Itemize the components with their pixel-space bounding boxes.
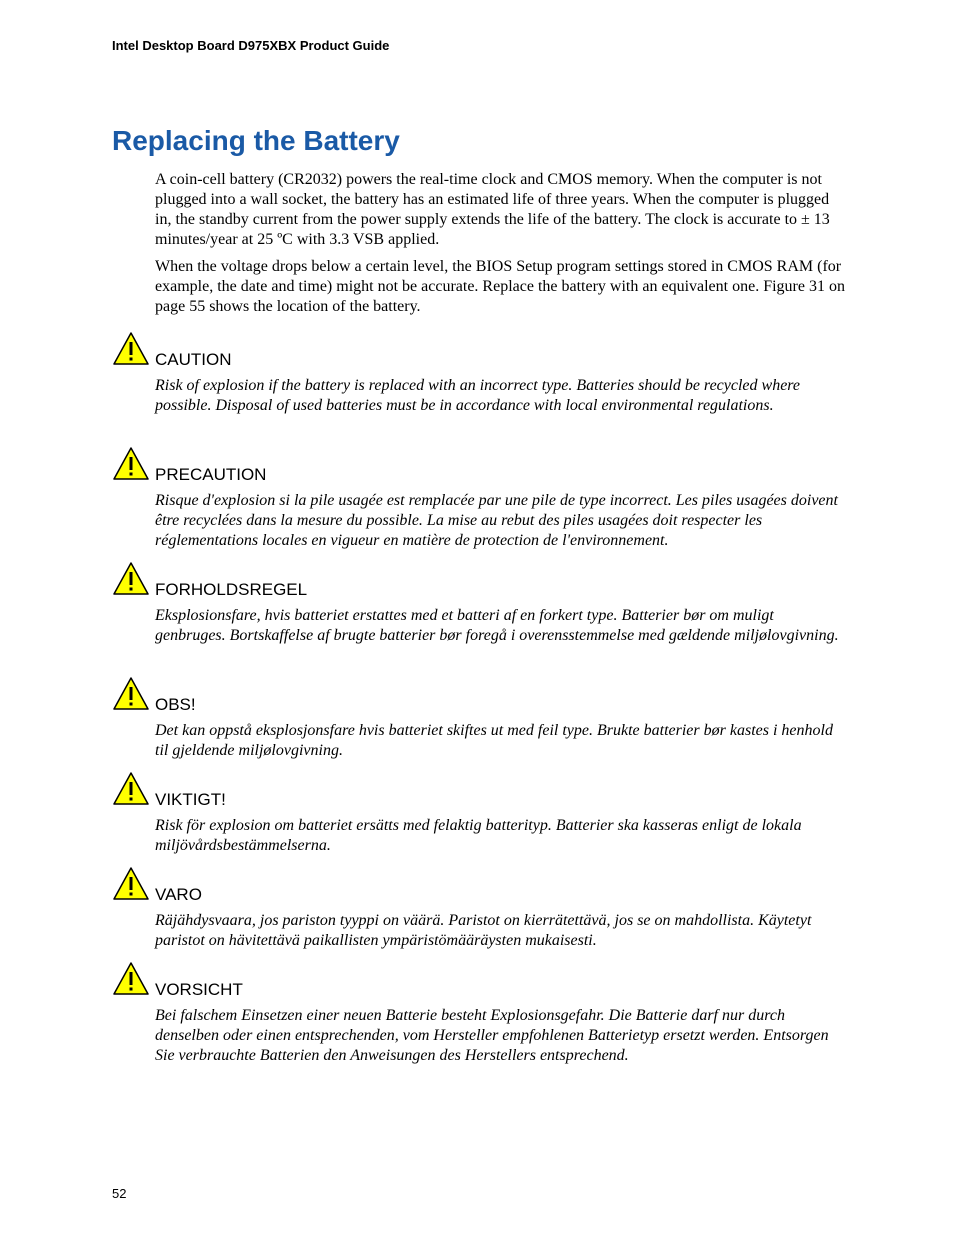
warning-text: Eksplosionsfare, hvis batteriet erstattes med et batteri af en forkert type. Batterier bør om muligt genbruges. Bortskaffelse af brugte batterier bør foregå i overensstemmelse med gældende miljølovgivning.: [155, 607, 839, 644]
warning-triangle-icon: [112, 561, 150, 596]
warning-heading: OBS!: [155, 695, 196, 714]
warning-triangle-icon: [112, 331, 150, 366]
warning-text: Risque d'explosion si la pile usagée est remplacée par une pile de type incorrect. Les piles usagées doivent être recyclées dans la mesure du possible. La mise au rebut des piles usagées doit respecter les réglementations locales en vigueur en matière de protection de l'environnement.: [155, 492, 838, 549]
warning-heading: VARO: [155, 885, 202, 904]
running-header: Intel Desktop Board D975XBX Product Guide: [112, 38, 390, 53]
warning-triangle-icon: [112, 771, 150, 806]
page-number: 52: [112, 1186, 127, 1201]
warning-heading: CAUTION: [155, 350, 232, 369]
warning-heading: FORHOLDSREGEL: [155, 580, 308, 599]
warning-text: Räjähdysvaara, jos pariston tyyppi on väärä. Paristot on kierrätettävä, jos se on mahdollista. Käytetyt paristot on hävitettävä paikallisten ympäristömääräysten mukaisesti.: [155, 912, 812, 949]
warning-triangle-icon: [112, 961, 150, 996]
warning-text: Bei falschem Einsetzen einer neuen Batterie besteht Explosionsgefahr. Die Batterie darf nur durch denselben oder einen entsprechenden, vom Hersteller empfohlenen Batterietyp ersetzt werden. Entsorgen Sie verbrauchte Batterien den Anweisungen des Herstellers entsprechend.: [155, 1007, 829, 1064]
warning-triangle-icon: [112, 446, 150, 481]
warning-heading: PRECAUTION: [155, 465, 267, 484]
warning-text: Det kan oppstå eksplosjonsfare hvis batteriet skiftes ut med feil type. Brukte batterier bør kastes i henhold til gjeldende miljølovgivning.: [155, 722, 833, 759]
warning-triangle-icon: [112, 676, 150, 711]
body-paragraph: When the voltage drops below a certain level, the BIOS Setup program settings stored in CMOS RAM (for example, the date and time) might not be accurate. Replace the battery with an equivalent one. Figure 31 on page 55 shows the location of the battery.: [155, 258, 845, 315]
warning-heading: VORSICHT: [155, 980, 243, 999]
warning-text: Risk of explosion if the battery is replaced with an incorrect type. Batteries should be recycled where possible. Disposal of used batteries must be in accordance with local environmental regulations.: [155, 377, 801, 414]
section-title: Replacing the Battery: [112, 125, 400, 156]
warning-text: Risk för explosion om batteriet ersätts med felaktig batterityp. Batterier ska kasseras enligt de lokala miljövårdsbestämmelserna.: [155, 817, 802, 854]
body-paragraph: A coin-cell battery (CR2032) powers the real-time clock and CMOS memory. When the computer is not plugged into a wall socket, the battery has an estimated life of three years. When the computer is plugged in, the standby current from the power supply extends the life of the battery. The clock is accurate to ± 13 minutes/year at 25 ºC with 3.3 VSB applied.: [155, 171, 830, 248]
warning-triangle-icon: [112, 866, 150, 901]
warning-heading: VIKTIGT!: [155, 790, 226, 809]
